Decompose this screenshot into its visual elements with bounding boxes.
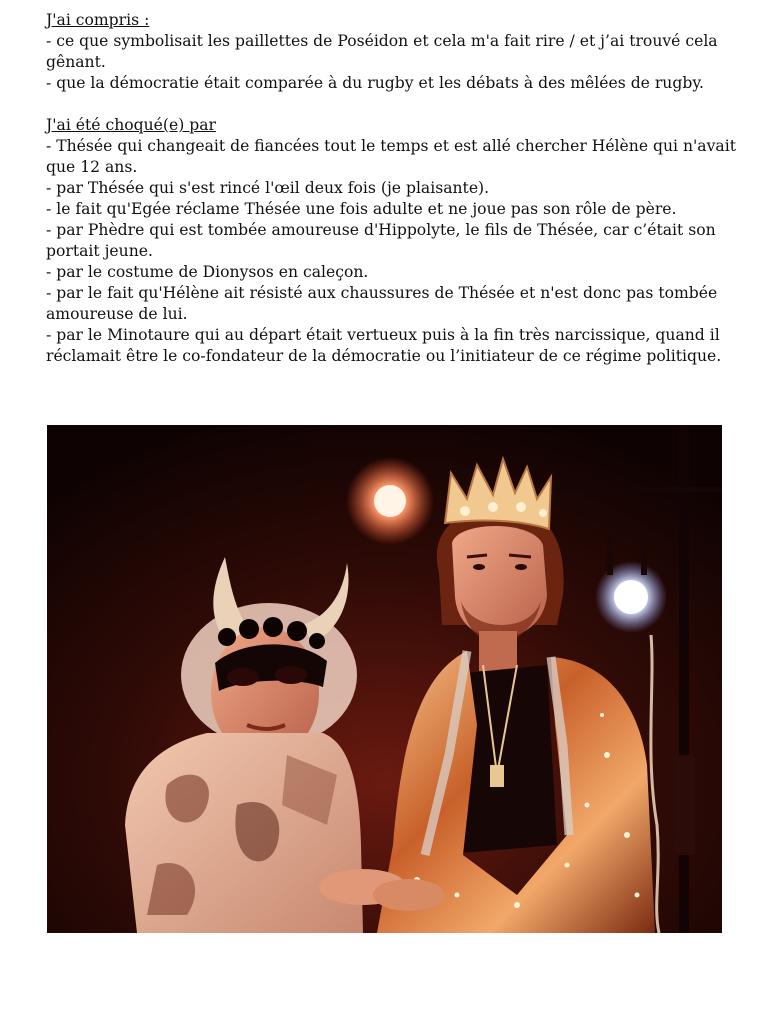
paragraph-gap — [46, 94, 736, 115]
list-item: - que la démocratie était comparée à du rugby et les débats à des mêlées de rugby. — [46, 74, 705, 92]
heading-jai-compris: J'ai compris : — [46, 11, 150, 29]
list-compris — [46, 31, 736, 94]
heading-choque: J'ai été choqué(e) par — [46, 116, 216, 134]
list-item: - le fait qu'Egée réclame Thésée une fois adulte et ne joue pas son rôle de père. — [46, 200, 677, 218]
stage-photo — [47, 425, 722, 933]
list-item: - par Phèdre qui est tombée amoureuse d'Hippolyte, le fils de Thésée, car c’était son portait jeune. — [46, 221, 716, 260]
list-item: - ce que symbolisait les paillettes de Poséidon et cela m'a fait rire / et j’ai trouvé cela gênant. — [46, 32, 718, 71]
document-body — [46, 10, 736, 367]
list-item: - par le fait qu'Hélène ait résisté aux chaussures de Thésée et n'est donc pas tombée amoureuse de lui. — [46, 284, 718, 323]
list-item: - Thésée qui changeait de fiancées tout le temps et est allé chercher Hélène qui n'avait que 12 ans. — [46, 137, 736, 176]
stage-photo-illustration — [47, 425, 722, 933]
list-choque — [46, 136, 736, 367]
list-item: - par Thésée qui s'est rincé l'œil deux fois (je plaisante). — [46, 179, 490, 197]
list-item: - par le Minotaure qui au départ était vertueux puis à la fin très narcissique, quand il réclamait être le co-fondateur de la démocratie ou l’initiateur de ce régime politique. — [46, 326, 722, 365]
list-item: - par le costume de Dionysos en caleçon. — [46, 263, 369, 281]
